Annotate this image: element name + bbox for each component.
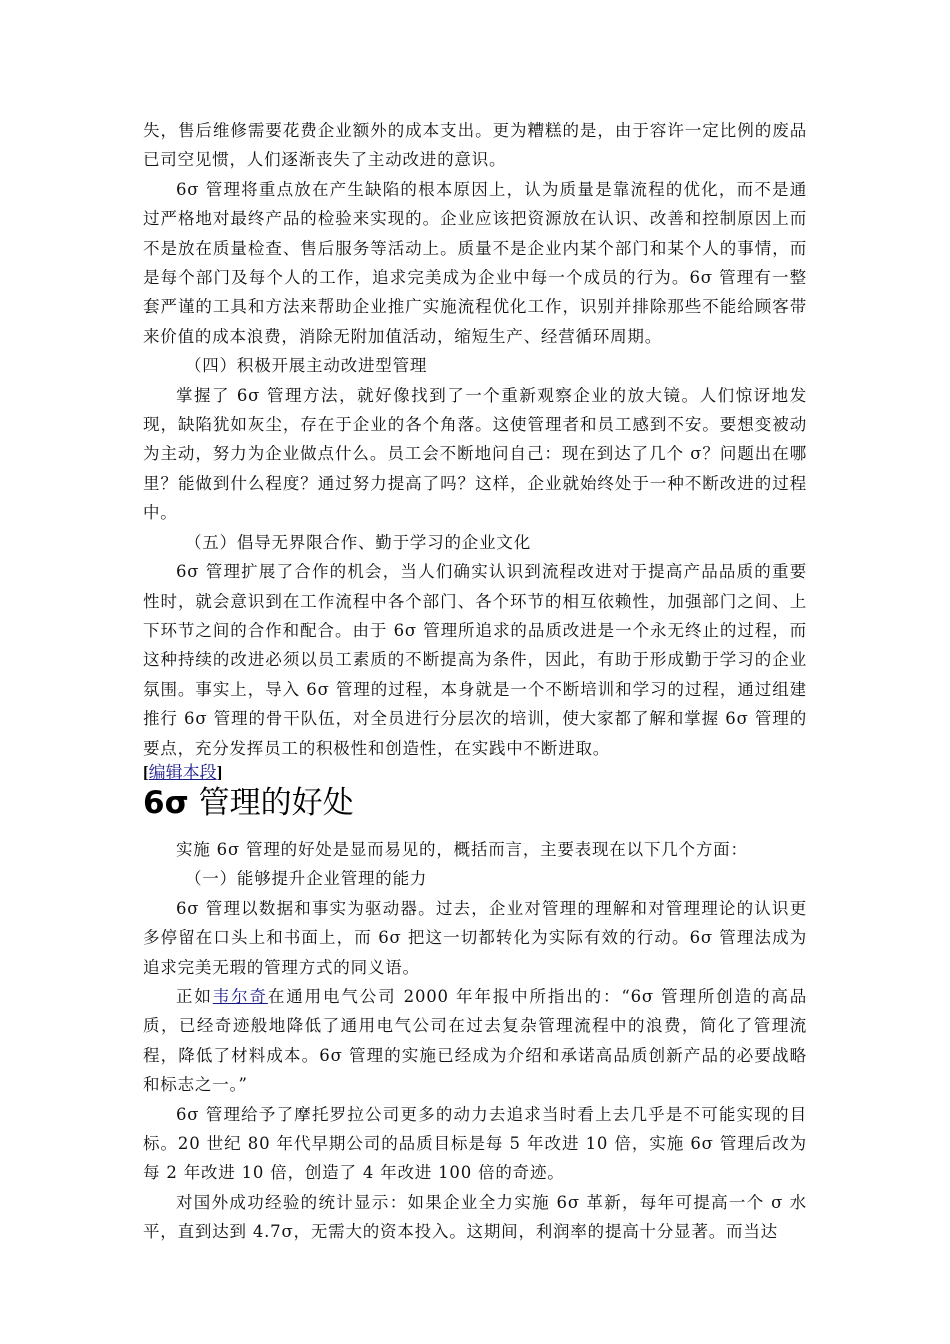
quote-before: 正如 xyxy=(176,986,213,1006)
paragraph-data-driven: 6σ 管理以数据和事实为驱动器。过去，企业对管理的理解和对管理理论的认识更多停留在口头上和书面上，而 6σ 把这一切都转化为实际有效的行动。6σ 管理法成为追求完美无瑕的管理方式的同义语。 xyxy=(143,898,807,977)
paragraph-statistics: 对国外成功经验的统计显示：如果企业全力实施 6σ 革新，每年可提高一个 σ 水平，直到达到 4.7σ，无需大的资本投入。这期间，利润率的提高十分显著。而当达 xyxy=(143,1192,807,1242)
welch-link[interactable]: 韦尔奇 xyxy=(212,986,268,1006)
edit-bracket-close: ] xyxy=(216,762,223,782)
section-title xyxy=(143,783,807,823)
paragraph-active-improvement: 掌握了 6σ 管理方法，就好像找到了一个重新观察企业的放大镜。人们惊讶地发现，缺陷犹如灰尘，存在于企业的各个角落。这使管理者和员工感到不安。要想变被动为主动，努力为企业做点什么。员工会不断地问自己：现在到达了几个 σ？问题出在哪里？能做到什么程度？通过努力提高了吗？这样，企业就始终处于一种不断改进的过程中。 xyxy=(143,385,807,523)
paragraph-waste-continuation: 失，售后维修需要花费企业额外的成本支出。更为糟糕的是，由于容许一定比例的废品已司空见惯，人们逐渐丧失了主动改进的意识。 xyxy=(143,121,807,170)
subheading-learning-culture: （五）倡导无界限合作、勤于学习的企业文化 xyxy=(185,532,531,552)
section-title-prefix: 6σ xyxy=(143,784,189,821)
document-page xyxy=(143,116,807,1247)
paragraph-welch-quote xyxy=(143,982,807,1100)
edit-bracket-open: [ xyxy=(143,762,149,782)
paragraph-root-cause: 6σ 管理将重点放在产生缺陷的根本原因上，认为质量是靠流程的优化，而不是通过严格地对最终产品的检验来实现的。企业应该把资源放在认识、改善和控制原因上而不是放在质量检查、售后服务等活动上。质量不是企业内某个部门和某个人的事情，而是每个部门及每个人的工作，追求完美成为企业中每一个成员的行为。6σ 管理有一整套严谨的工具和方法来帮助企业推广实施流程优化工作，识别并排除那些不能给顾客带来价值的成本浪费，消除无附加值活动，缩短生产、经营循环周期。 xyxy=(143,179,807,346)
quote-after: 在通用电气公司 2000 年年报中所指出的：“6σ 管理所创造的高品质，已经奇迹般地降低了通用电气公司在过去复杂管理流程中的浪费，简化了管理流程，降低了材料成本。6σ 管理的实施已经成为介绍和承诺高品质创新产品的必要战略和标志之一。” xyxy=(143,986,808,1095)
paragraph-learning-culture: 6σ 管理扩展了合作的机会，当人们确实认识到流程改进对于提高产品品质的重要性时，就会意识到在工作流程中各个部门、各个环节的相互依赖性，加强部门之间、上下环节之间的合作和配合。由于 6σ 管理所追求的品质改进是一个永无终止的过程，而这种持续的改进必须以员工素质的不断提高为条件，因此，有助于形成勤于学习的企业氛围。事实上，导入 6σ 管理的过程，本身就是一个不断培训和学习的过程，通过组建推行 6σ 管理的骨干队伍，对全员进行分层次的培训，使大家都了解和掌握 6σ 管理的要点，充分发挥员工的积极性和创造性，在实践中不断进取。 xyxy=(143,562,807,758)
paragraph-benefits-intro: 实施 6σ 管理的好处是显而易见的，概括而言，主要表现在以下几个方面： xyxy=(176,839,748,859)
subheading-management-capability: （一）能够提升企业管理的能力 xyxy=(185,869,428,889)
section-title-text: 管理的好处 xyxy=(198,784,354,821)
edit-section-line xyxy=(143,763,807,783)
subheading-active-improvement: （四）积极开展主动改进型管理 xyxy=(185,356,428,376)
edit-section-link[interactable]: 编辑本段 xyxy=(148,762,217,782)
paragraph-motorola: 6σ 管理给予了摩托罗拉公司更多的动力去追求当时看上去几乎是不可能实现的目标。20 世纪 80 年代早期公司的品质目标是每 5 年改进 10 倍，实施 6σ 管理后改为每 2 年改进 10 倍，创造了 4 年改进 100 倍的奇迹。 xyxy=(143,1104,807,1183)
